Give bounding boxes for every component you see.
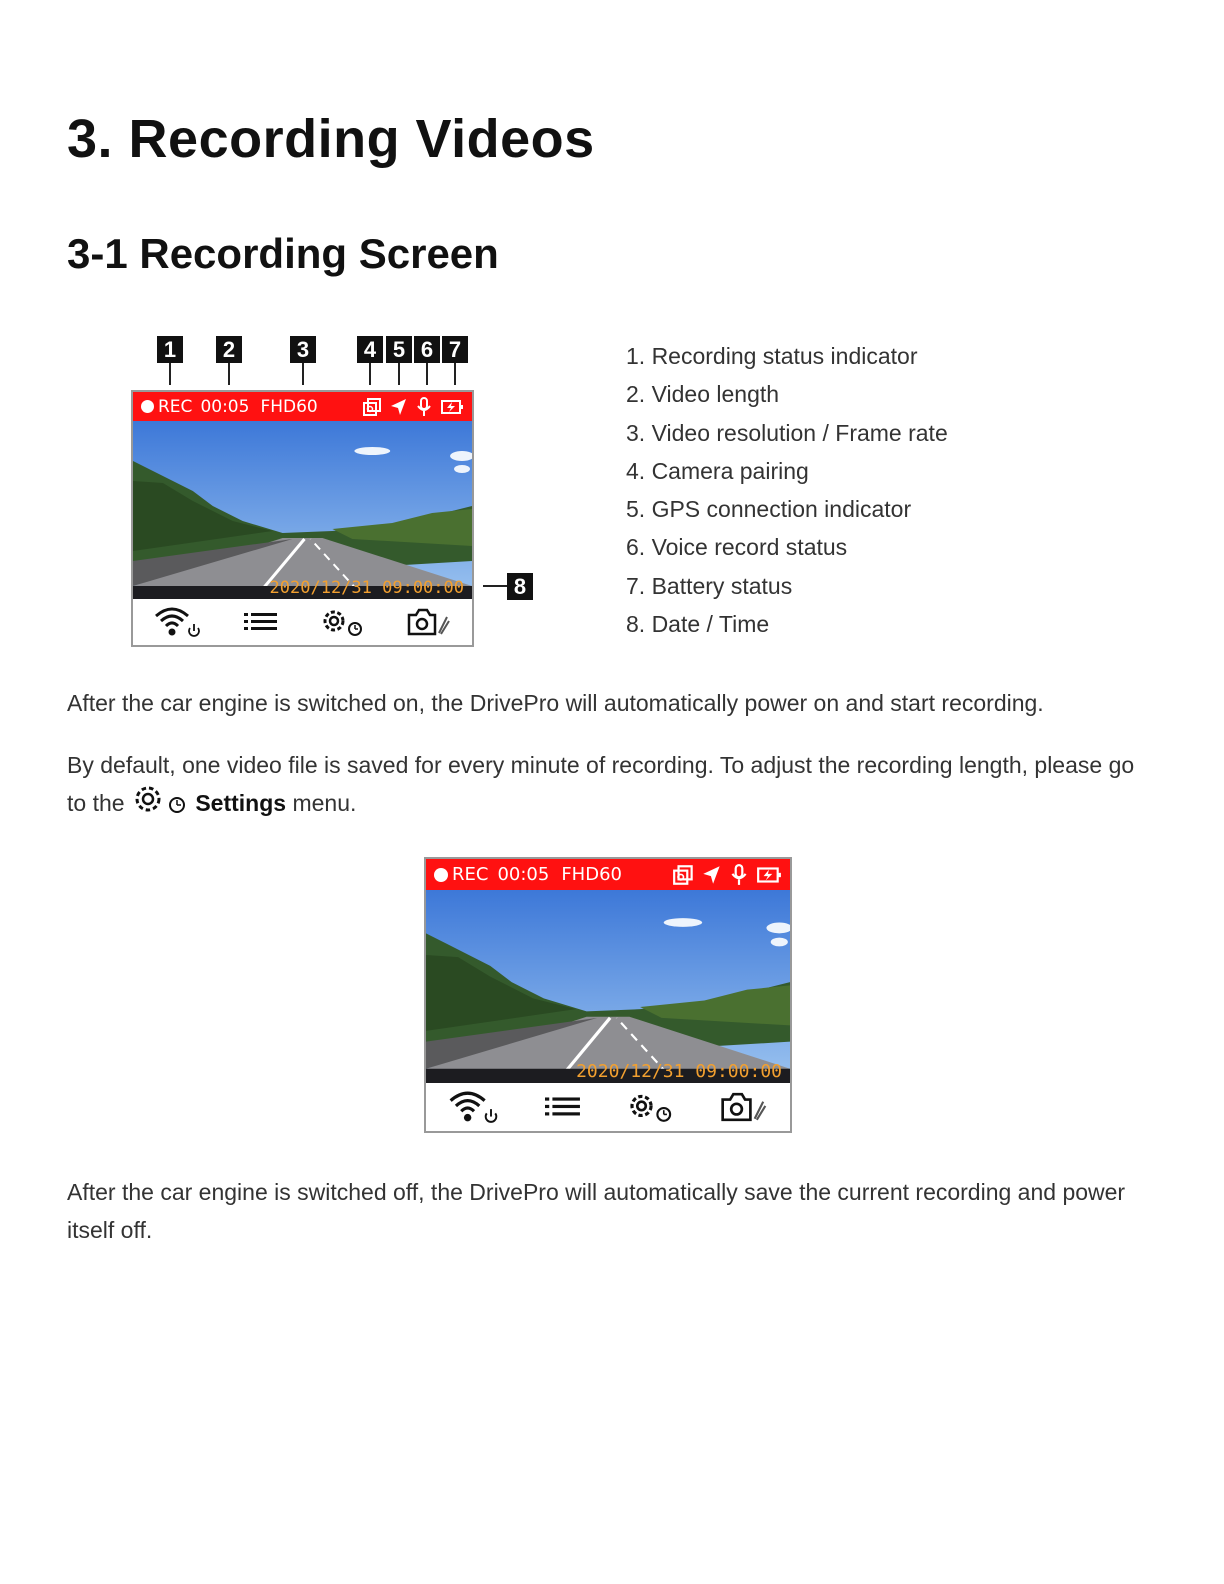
- callout-badge-1: 1: [157, 336, 183, 363]
- callout-leader-1: [169, 363, 171, 385]
- callout-leader-5: [398, 363, 400, 385]
- callout-badge-8: 8: [507, 573, 533, 600]
- paragraph-default-length: [67, 746, 1157, 828]
- gps-arrow-icon: [700, 864, 724, 886]
- battery-icon: [440, 397, 464, 417]
- callout-leader-7: [454, 363, 456, 385]
- date-time-stamp: 2020/12/31 09:00:00: [269, 578, 464, 598]
- legend-item: 2. Video length: [626, 381, 780, 408]
- callout-leader-3: [302, 363, 304, 385]
- video-length: 00:05: [497, 864, 550, 885]
- paragraph-power-off-line2: itself off.: [67, 1217, 153, 1243]
- section-title: 3-1 Recording Screen: [67, 230, 499, 277]
- callout-badge-4: 4: [357, 336, 383, 363]
- menu-list-button[interactable]: [545, 1094, 581, 1120]
- callout-leader-4: [369, 363, 371, 385]
- menu-list-icon: [244, 610, 278, 634]
- settings-inline-icon: [131, 785, 189, 828]
- legend-item: 1. Recording status indicator: [626, 343, 918, 369]
- settings-button[interactable]: [625, 1089, 675, 1125]
- camera-pairing-icon: [362, 397, 384, 417]
- status-bar: [133, 392, 472, 421]
- paragraph-default-length-line1: By default, one video file is saved for every minute of recording. To adjust the recording length, please go: [67, 752, 1135, 778]
- snapshot-button[interactable]: [407, 607, 451, 637]
- road-scene-graphic: [133, 421, 472, 601]
- microphone-icon: [728, 864, 750, 886]
- road-scene-image: [426, 890, 790, 1085]
- callout-badge-2: 2: [216, 336, 242, 363]
- paragraph-power-on: After the car engine is switched on, the DrivePro will automatically power on and start recording.: [67, 690, 1044, 716]
- callout-badge-7: 7: [442, 336, 468, 363]
- wifi-power-button[interactable]: [448, 1090, 500, 1124]
- wifi-power-button[interactable]: [154, 606, 202, 638]
- rec-label: REC: [452, 864, 489, 885]
- dashcam-screen-annotated: [131, 390, 474, 647]
- paragraph-default-length-suffix: menu.: [292, 790, 357, 816]
- video-resolution: FHD60: [561, 864, 622, 885]
- status-icons: [672, 859, 782, 890]
- bottom-toolbar: [133, 599, 472, 645]
- legend-item: 7. Battery status: [626, 572, 793, 599]
- recording-dot-icon: [141, 400, 154, 413]
- legend-item: 4. Camera pairing: [626, 457, 809, 484]
- date-time-stamp: 2020/12/31 09:00:00: [576, 1061, 782, 1082]
- settings-gear-icon: [625, 1089, 675, 1125]
- video-length: 00:05: [200, 396, 250, 417]
- settings-menu-label: Settings: [195, 790, 287, 816]
- rec-label: REC: [158, 396, 193, 417]
- status-bar: [426, 859, 790, 890]
- menu-list-icon: [545, 1094, 581, 1120]
- legend-item: 5. GPS connection indicator: [626, 496, 912, 523]
- recording-dot-icon: [434, 868, 448, 882]
- paragraph-default-length-prefix: to the: [67, 790, 125, 816]
- road-scene-graphic: [426, 890, 790, 1085]
- page-title: 3. Recording Videos: [67, 109, 595, 169]
- callout-badge-5: 5: [386, 336, 412, 363]
- settings-button[interactable]: [319, 605, 365, 639]
- gps-arrow-icon: [388, 397, 410, 417]
- legend-item: 6. Voice record status: [626, 534, 848, 561]
- legend-list: [626, 341, 948, 647]
- legend-item: 3. Video resolution / Frame rate: [626, 419, 948, 446]
- legend-item: 8. Date / Time: [626, 611, 770, 638]
- battery-icon: [756, 864, 782, 886]
- status-icons: [362, 392, 464, 421]
- callout-leader-6: [426, 363, 428, 385]
- snapshot-button[interactable]: [720, 1091, 768, 1123]
- camera-pairing-icon: [672, 864, 696, 886]
- wifi-power-icon: [448, 1090, 500, 1124]
- snapshot-camera-icon: [720, 1091, 768, 1123]
- road-scene-image: [133, 421, 472, 601]
- callout-badge-3: 3: [290, 336, 316, 363]
- paragraph-power-off: [67, 1173, 1157, 1249]
- callout-badge-6: 6: [414, 336, 440, 363]
- callout-leader-8: [483, 585, 507, 587]
- callout-leader-2: [228, 363, 230, 385]
- paragraph-power-off-line1: After the car engine is switched off, the DrivePro will automatically save the current recording and power: [67, 1179, 1126, 1205]
- menu-list-button[interactable]: [244, 610, 278, 634]
- snapshot-camera-icon: [407, 607, 451, 637]
- wifi-power-icon: [154, 606, 202, 638]
- dashcam-screen-example: [424, 857, 792, 1133]
- microphone-icon: [414, 397, 434, 417]
- video-resolution: FHD60: [260, 396, 318, 417]
- settings-gear-icon: [319, 605, 365, 639]
- bottom-toolbar: [426, 1083, 790, 1131]
